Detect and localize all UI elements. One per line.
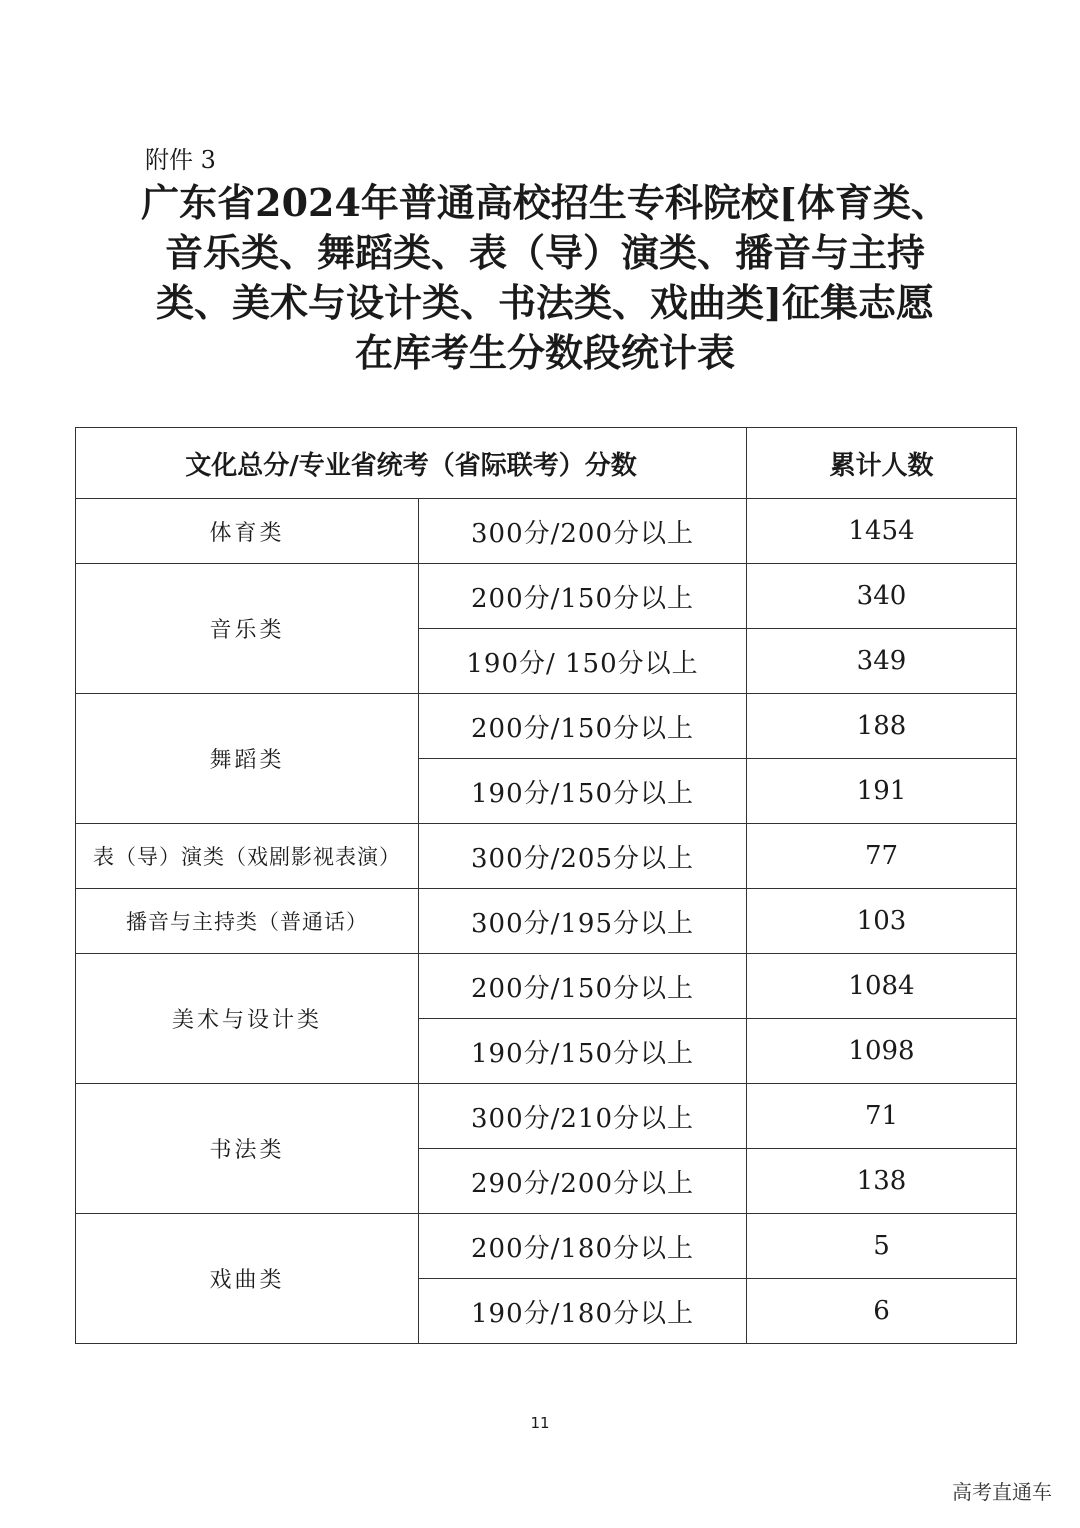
count-cell: 1098 — [747, 1019, 1017, 1084]
document-title — [120, 178, 970, 378]
header-score: 文化总分/专业省统考（省际联考）分数 — [76, 428, 747, 499]
score-cell: 200分/150分以上 — [419, 564, 747, 629]
watermark: 高考直通车 — [952, 1480, 1052, 1504]
category-cell: 音乐类 — [76, 564, 419, 694]
title-line: 类、美术与设计类、书法类、戏曲类]征集志愿 — [156, 280, 934, 325]
title-line: 在库考生分数段统计表 — [354, 330, 735, 375]
page-number: 11 — [530, 1414, 550, 1432]
table-row — [76, 694, 1017, 759]
table-row — [76, 1214, 1017, 1279]
score-cell: 290分/200分以上 — [419, 1149, 747, 1214]
count-cell: 1454 — [747, 499, 1017, 564]
category-cell: 表（导）演类（戏剧影视表演） — [76, 824, 419, 889]
table-row — [76, 564, 1017, 629]
category-cell: 书法类 — [76, 1084, 419, 1214]
count-cell: 1084 — [747, 954, 1017, 1019]
score-cell: 300分/200分以上 — [419, 499, 747, 564]
table-row — [76, 824, 1017, 889]
score-statistics-table — [75, 427, 1017, 1344]
score-cell: 190分/ 150分以上 — [419, 629, 747, 694]
table-row — [76, 889, 1017, 954]
count-cell: 138 — [747, 1149, 1017, 1214]
title-line: 广东省2024年普通高校招生专科院校[体育类、 — [141, 180, 949, 225]
table-row — [76, 1084, 1017, 1149]
category-cell: 美术与设计类 — [76, 954, 419, 1084]
count-cell: 349 — [747, 629, 1017, 694]
category-cell: 戏曲类 — [76, 1214, 419, 1344]
count-cell: 5 — [747, 1214, 1017, 1279]
table-row — [76, 954, 1017, 1019]
count-cell: 188 — [747, 694, 1017, 759]
attachment-label: 附件 3 — [145, 146, 216, 174]
score-cell: 190分/150分以上 — [419, 1019, 747, 1084]
score-cell: 190分/150分以上 — [419, 759, 747, 824]
count-cell: 103 — [747, 889, 1017, 954]
header-count: 累计人数 — [747, 428, 1017, 499]
table-header-row — [76, 428, 1017, 499]
count-cell: 340 — [747, 564, 1017, 629]
score-cell: 300分/195分以上 — [419, 889, 747, 954]
score-cell: 190分/180分以上 — [419, 1279, 747, 1344]
category-cell: 舞蹈类 — [76, 694, 419, 824]
score-cell: 200分/150分以上 — [419, 954, 747, 1019]
score-cell: 300分/205分以上 — [419, 824, 747, 889]
category-cell: 播音与主持类（普通话） — [76, 889, 419, 954]
count-cell: 71 — [747, 1084, 1017, 1149]
score-cell: 300分/210分以上 — [419, 1084, 747, 1149]
score-cell: 200分/180分以上 — [419, 1214, 747, 1279]
table-row — [76, 499, 1017, 564]
count-cell: 77 — [747, 824, 1017, 889]
count-cell: 191 — [747, 759, 1017, 824]
category-cell: 体育类 — [76, 499, 419, 564]
score-cell: 200分/150分以上 — [419, 694, 747, 759]
count-cell: 6 — [747, 1279, 1017, 1344]
title-line: 音乐类、舞蹈类、表（导）演类、播音与主持 — [164, 230, 925, 275]
